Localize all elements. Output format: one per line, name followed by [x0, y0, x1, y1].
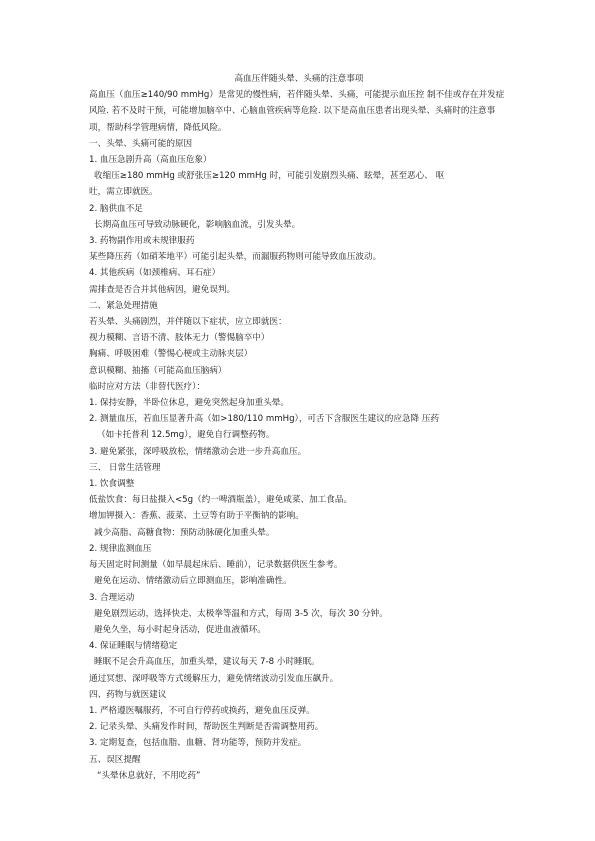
body-line: 通过冥想、深呼吸等方式缓解压力，避免情绪波动引发血压飙升。	[89, 673, 339, 684]
body-line: 长期高血压可导致动脉硬化，影响脑血流，引发头晕。	[94, 219, 301, 230]
body-line: 避免久坐，每小时起身活动，促进血液循环。	[94, 624, 266, 635]
document-title: 高血压伴随头晕、头痛的注意事项	[234, 74, 364, 84]
body-line: 吐，需立即就医。	[89, 187, 158, 198]
list-item: 1. 严格遵医嘱服药，不可自行停药或换药，避免血压反弹。	[89, 705, 315, 716]
section-heading-misconceptions: 五、误区提醒	[89, 754, 141, 765]
list-item: 2. 记录头晕、头痛发作时间，帮助医生判断是否需调整用药。	[89, 722, 324, 733]
list-item: 2. 测量血压，若血压显著升高（如>180/110 mmHg），可舌下含服医生建议的应急降 压药	[89, 414, 440, 425]
list-item-heading: 4. 其他疾病（如颈椎病、耳石症）	[89, 268, 221, 279]
symptom-item: 视力模糊、言语不清、肢体无力（警惕脑卒中）	[89, 333, 270, 344]
list-item: 3. 避免紧张，深呼吸放松，情绪激动会进一步升高血压。	[89, 446, 307, 457]
body-line: 低盐饮食：每日盐摄入<5g（约一啤酒瓶盖），避免咸菜、加工食品。	[89, 495, 353, 506]
list-item-heading: 2. 规律监测血压	[89, 543, 152, 554]
body-line: 需排查是否合并其他病因，避免误判。	[89, 284, 236, 295]
body-line: 避免在运动、情绪激动后立即测血压，影响准确性。	[94, 576, 292, 587]
symptom-item: 意识模糊、抽搐（可能高血压脑病）	[89, 365, 227, 376]
document-body	[89, 71, 509, 784]
body-line: 某些降压药（如硝苯地平）可能引起头晕，而漏服药物则可能导致血压波动。	[89, 252, 382, 263]
body-line: 减少高脂、高糖食物：预防动脉硬化加重头晕。	[94, 527, 275, 538]
body-line: 睡眠不足会升高血压，加重头晕，建议每天 7-8 小时睡眠。	[94, 657, 320, 668]
list-item-heading: 1. 血压急剧升高（高血压危象）	[89, 155, 212, 166]
body-line: 避免剧烈运动，选择快走、太极拳等温和方式，每周 3-5 次，每次 30 分钟。	[94, 608, 388, 619]
body-line: 增加钾摄入：香蕉、菠菜、土豆等有助于平衡钠的影响。	[89, 511, 304, 522]
body-line: 若头晕、头痛剧烈，并伴随以下症状，应立即就医：	[89, 317, 287, 328]
section-heading-causes: 一、头晕、头痛可能的原因	[89, 138, 193, 149]
list-item-heading: 1. 饮食调整	[89, 479, 135, 490]
misconception-quote: “头晕休息就好，不用吃药”	[97, 770, 201, 781]
list-item-heading: 3. 合理运动	[89, 592, 135, 603]
body-line: （如卡托普利 12.5mg），避免自行调整药物。	[97, 430, 275, 441]
section-heading-medication: 四、药物与就医建议	[89, 689, 167, 700]
symptom-item: 胸痛、呼吸困难（警惕心梗或主动脉夹层）	[89, 349, 253, 360]
body-line: 收缩压≥180 mmHg 或舒张压≥120 mmHg 时，可能引发剧烈头痛、眩晕，甚至恶心、 呕	[94, 171, 445, 182]
list-item-heading: 2. 脑供血不足	[89, 203, 143, 214]
body-line: 临时应对方法（非替代医疗）：	[89, 381, 206, 392]
section-heading-emergency: 二、紧急处理措施	[89, 300, 158, 311]
body-line: 每天固定时间测量（如早晨起床后、睡前），记录数据供医生参考。	[89, 560, 343, 571]
list-item: 3. 定期复查，包括血脂、血糖、肾功能等，预防并发症。	[89, 738, 307, 749]
section-heading-daily-management: 三、 日常生活管理	[89, 462, 161, 473]
list-item: 1. 保持安静，半卧位休息，避免突然起身加重头晕。	[89, 398, 289, 409]
intro-paragraph: 高血压（血压≥140/90 mmHg）是常见的慢性病，若伴随头晕、头痛，可能提示血压控 制不佳或存在并发症风险. 若不及时干预，可能增加脑卒中、心脑血管疾病等危险. 以下是高血压患者出现头晕、头痛时的注意事项，帮助科学管理病情，降低风险。	[89, 90, 505, 133]
list-item-heading: 3. 药物副作用或未规律服药	[89, 236, 195, 247]
list-item-heading: 4. 保证睡眠与情绪稳定	[89, 641, 178, 652]
